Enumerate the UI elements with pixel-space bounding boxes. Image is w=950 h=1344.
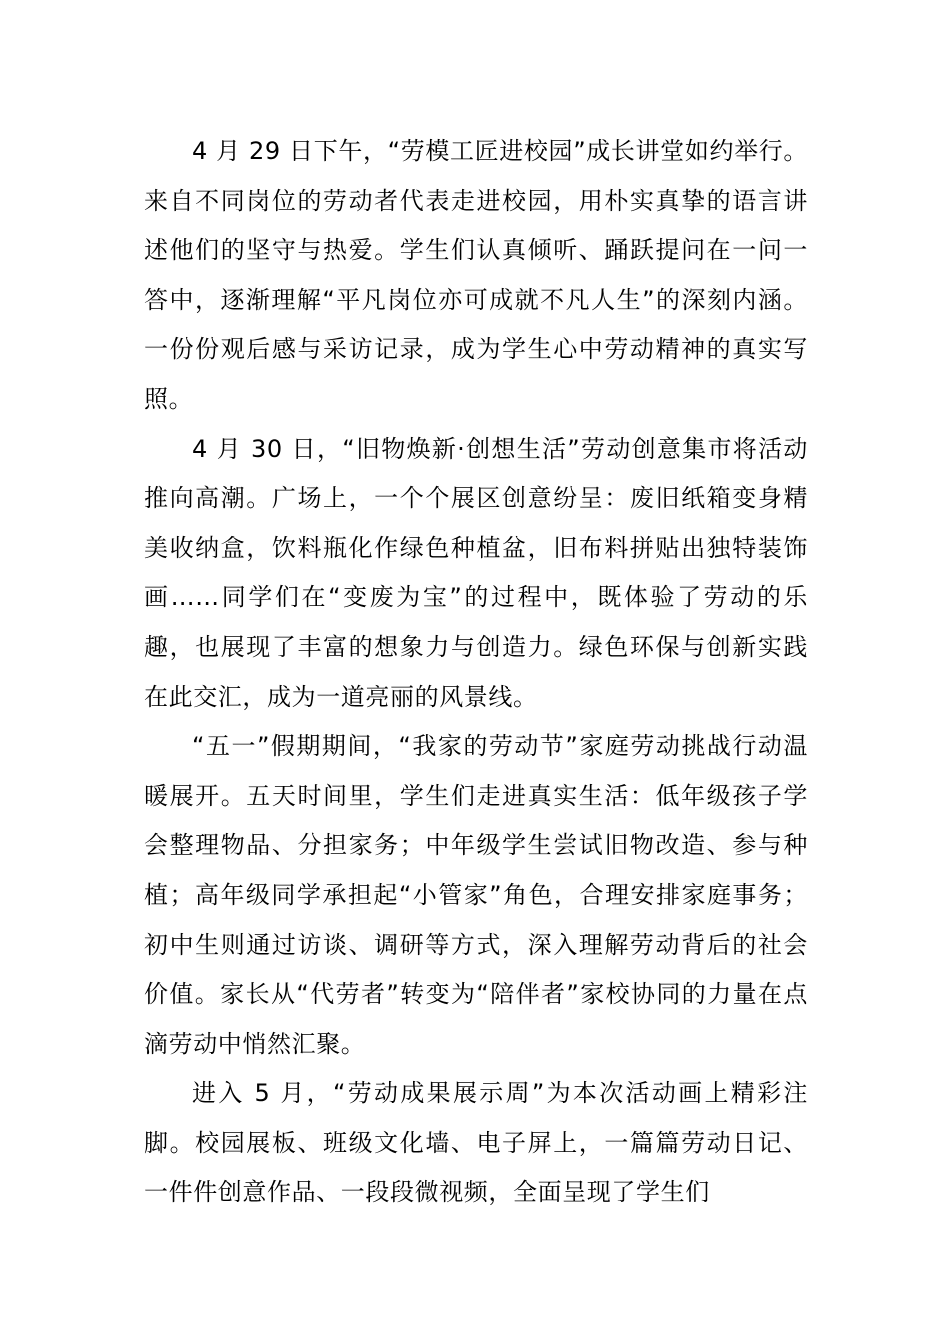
paragraph-family-labor: “五一”假期期间，“我家的劳动节”家庭劳动挑战行动温暖展开。五天时间里，学生们走进真实生活：低年级孩子学会整理物品、分担家务；中年级学生尝试旧物改造、参与种植；高年级同学承担起“小管家”角色，合理安排家庭事务；初中生则通过访谈、调研等方式，深入理解劳动背后的社会价值。家长从“代劳者”转变为“陪伴者”家校协同的力量在点滴劳动中悄然汇聚。 (144, 732, 808, 1058)
paragraph-lecture: 4 月 29 日下午，“劳模工匠进校园”成长讲堂如约举行。来自不同岗位的劳动者代表走进校园，用朴实真挚的语言讲述他们的坚守与热爱。学生们认真倾听、踊跃提问在一问一答中，逐渐理解“平凡岗位亦可成就不凡人生”的深刻内涵。一份份观后感与采访记录，成为学生心中劳动精神的真实写照。 (144, 137, 808, 413)
paragraph-creative-market: 4 月 30 日，“旧物焕新·创想生活”劳动创意集市将活动推向高潮。广场上，一个个展区创意纷呈：废旧纸箱变身精美收纳盒，饮料瓶化作绿色种植盆，旧布料拼贴出独特装饰画……同学们在“变废为宝”的过程中，既体验了劳动的乐趣，也展现了丰富的想象力与创造力。绿色环保与创新实践在此交汇，成为一道亮丽的风景线。 (144, 434, 808, 711)
document-body (144, 127, 808, 1218)
paragraph-achievement-week: 进入 5 月，“劳动成果展示周”为本次活动画上精彩注脚。校园展板、班级文化墙、电子屏上，一篇篇劳动日记、一件件创意作品、一段段微视频，全面呈现了学生们 (144, 1079, 808, 1207)
